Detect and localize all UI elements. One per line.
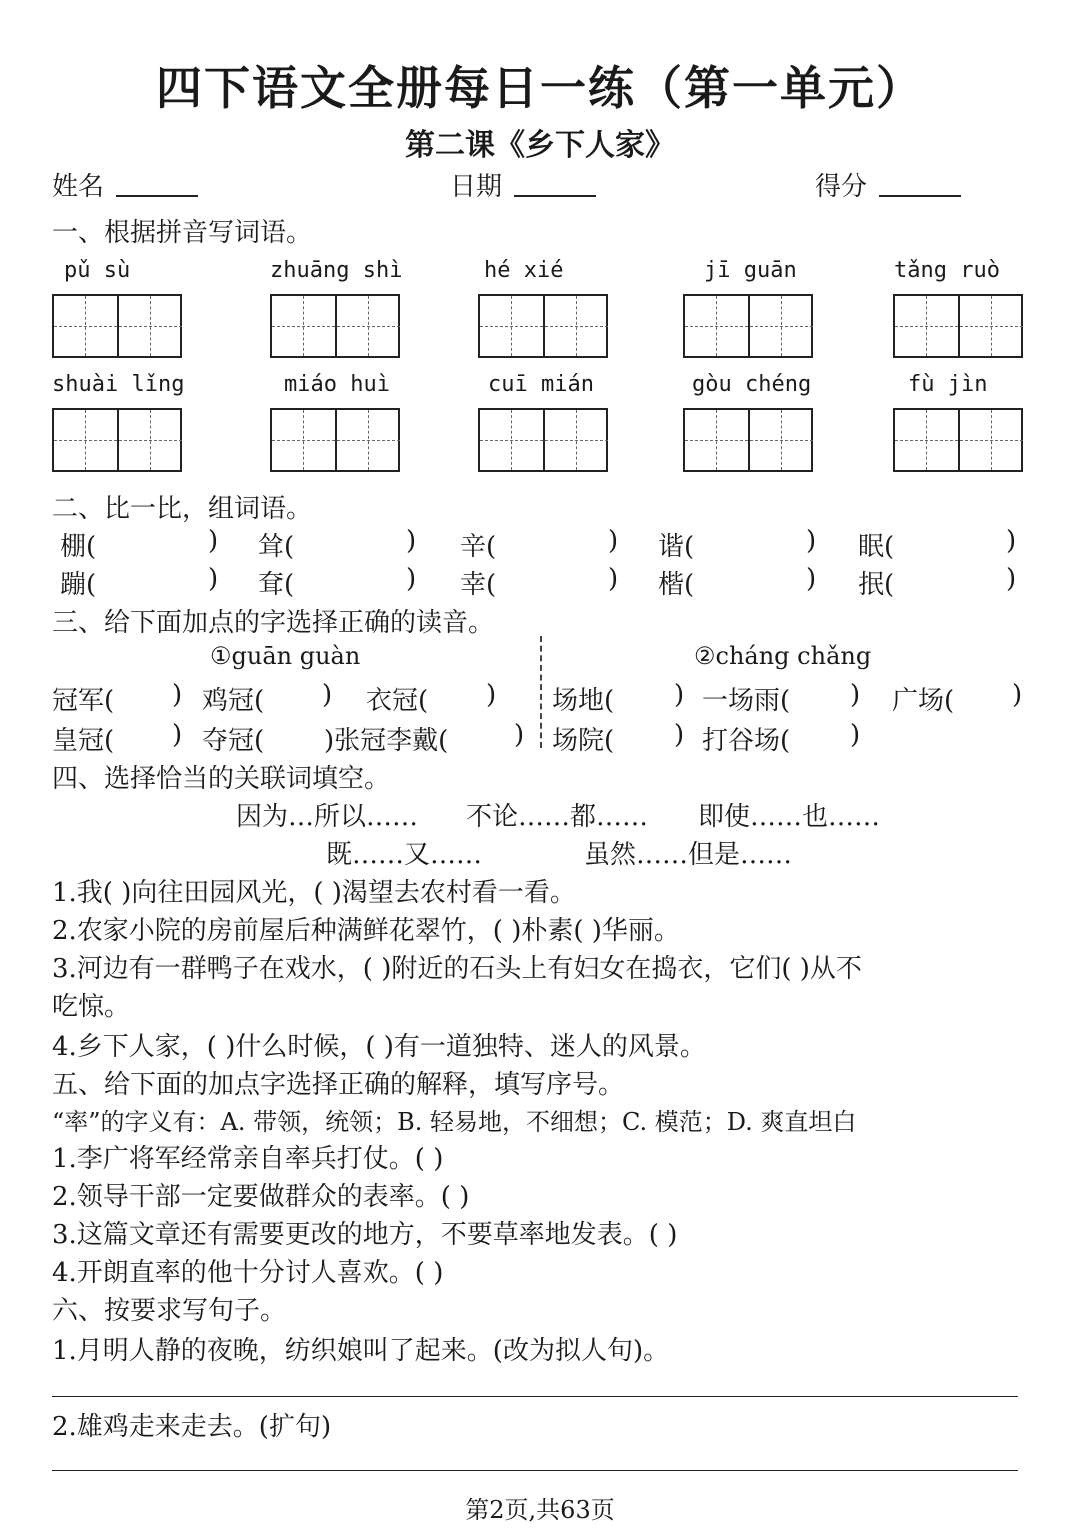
- pinyin-label: miáo huì: [284, 372, 390, 397]
- word-pair-input[interactable]: 抿(: [858, 570, 895, 600]
- question-item[interactable]: 2.领导干部一定要做群众的表率。( ): [52, 1182, 470, 1212]
- reading-item[interactable]: 夺冠(: [202, 726, 265, 756]
- section5-heading: 五、给下面的加点字选择正确的解释，填写序号。: [52, 1070, 625, 1100]
- question-item[interactable]: 1.我( )向往田园风光，( )渴望去农村看一看。: [52, 878, 576, 908]
- pinyin-label: pǔ sù: [64, 258, 131, 283]
- conjunction-option: 既……又……: [326, 840, 483, 870]
- question-item: 1.月明人静的夜晚，纺织娘叫了起来。(改为拟人句)。: [52, 1336, 670, 1366]
- question-item-continued: 吃惊。: [52, 992, 131, 1022]
- word-pair-input[interactable]: 楷(: [658, 570, 695, 600]
- answer-line[interactable]: [52, 1470, 1018, 1471]
- pinyin-label: fù jìn: [908, 372, 988, 397]
- name-field[interactable]: [52, 166, 198, 203]
- close-paren: ): [514, 720, 525, 750]
- date-label: 日期: [450, 172, 503, 202]
- writing-box[interactable]: [893, 294, 1023, 358]
- column-divider: [540, 636, 542, 748]
- reading-item[interactable]: 鸡冠(: [202, 686, 265, 716]
- page-title: 四下语文全册每日一练（第一单元）: [156, 61, 924, 115]
- question-item[interactable]: 1.李广将军经常亲自率兵打仗。( ): [52, 1144, 444, 1174]
- close-paren: ): [486, 680, 497, 710]
- pinyin-label: gòu chéng: [692, 372, 812, 397]
- close-paren: ): [608, 526, 619, 556]
- close-paren: ): [1006, 564, 1017, 594]
- conjunction-option: 即使……也……: [698, 802, 881, 832]
- score-blank[interactable]: [879, 175, 961, 197]
- close-paren: ): [850, 680, 861, 710]
- writing-box[interactable]: [52, 294, 182, 358]
- section2-heading: 二、比一比，组词语。: [52, 494, 313, 524]
- section1-heading: 一、根据拼音写词语。: [52, 218, 313, 248]
- close-paren: ): [172, 680, 183, 710]
- pinyin-label: tǎng ruò: [894, 258, 1000, 283]
- pinyin-label: jī guān: [704, 258, 797, 283]
- close-paren: ): [608, 564, 619, 594]
- question-item[interactable]: 4.开朗直率的他十分讨人喜欢。( ): [52, 1258, 444, 1288]
- writing-box[interactable]: [478, 408, 608, 472]
- writing-box[interactable]: [683, 408, 813, 472]
- writing-box[interactable]: [683, 294, 813, 358]
- answer-line[interactable]: [52, 1396, 1018, 1397]
- pinyin-label: shuài lǐng: [52, 372, 185, 397]
- question-item[interactable]: 3.河边有一群鸭子在戏水，( )附近的石头上有妇女在捣衣，它们( )从不: [52, 954, 862, 984]
- reading-item[interactable]: 冠军(: [52, 686, 115, 716]
- close-paren: ): [322, 680, 333, 710]
- reading-item[interactable]: )张冠李戴(: [324, 726, 449, 756]
- page-number: 第2页,共63页: [465, 1496, 615, 1524]
- reading-item[interactable]: 场院(: [552, 726, 615, 756]
- word-pair-input[interactable]: 棚(: [60, 532, 97, 562]
- conjunction-option: 不论……都……: [466, 802, 649, 832]
- question-item[interactable]: 4.乡下人家，( )什么时候，( )有一道独特、迷人的风景。: [52, 1032, 706, 1062]
- date-blank[interactable]: [514, 175, 596, 197]
- word-pair-input[interactable]: 眠(: [858, 532, 895, 562]
- question-item[interactable]: 3.这篇文章还有需要更改的地方，不要草率地发表。( ): [52, 1220, 678, 1250]
- close-paren: ): [208, 564, 219, 594]
- lesson-subtitle: 第二课《乡下人家》: [405, 128, 675, 163]
- writing-box[interactable]: [270, 408, 400, 472]
- close-paren: ): [674, 720, 685, 750]
- pinyin-label: zhuāng shì: [270, 258, 403, 283]
- close-paren: ): [806, 564, 817, 594]
- name-blank[interactable]: [116, 175, 198, 197]
- close-paren: ): [406, 526, 417, 556]
- word-pair-input[interactable]: 幸(: [460, 570, 497, 600]
- question-item[interactable]: 2.农家小院的房前屋后种满鲜花翠竹，( )朴素( )华丽。: [52, 916, 680, 946]
- close-paren: ): [1012, 680, 1023, 710]
- meanings-list: “率”的字义有：A. 带领，统领；B. 轻易地，不细想；C. 模范；D. 爽直坦白: [52, 1108, 857, 1136]
- writing-box[interactable]: [270, 294, 400, 358]
- reading-option-1: ①guān guàn: [210, 642, 361, 670]
- reading-item[interactable]: 场地(: [552, 686, 615, 716]
- writing-box[interactable]: [893, 408, 1023, 472]
- close-paren: ): [1006, 526, 1017, 556]
- word-pair-input[interactable]: 辛(: [460, 532, 497, 562]
- reading-item[interactable]: 打谷场(: [702, 726, 791, 756]
- close-paren: ): [172, 720, 183, 750]
- section6-heading: 六、按要求写句子。: [52, 1296, 287, 1326]
- word-pair-input[interactable]: 耷(: [258, 570, 295, 600]
- section3-heading: 三、给下面加点的字选择正确的读音。: [52, 608, 495, 638]
- conjunction-option: 因为…所以……: [236, 802, 419, 832]
- pinyin-label: cuī mián: [488, 372, 594, 397]
- score-label: 得分: [815, 172, 868, 202]
- writing-box[interactable]: [478, 294, 608, 358]
- close-paren: ): [406, 564, 417, 594]
- conjunction-option: 虽然……但是……: [584, 840, 793, 870]
- reading-item[interactable]: 广场(: [892, 686, 955, 716]
- close-paren: ): [850, 720, 861, 750]
- word-pair-input[interactable]: 耸(: [258, 532, 295, 562]
- writing-box[interactable]: [52, 408, 182, 472]
- reading-item[interactable]: 皇冠(: [52, 726, 115, 756]
- name-label: 姓名: [52, 172, 105, 202]
- question-item: 2.雄鸡走来走去。(扩句): [52, 1412, 332, 1442]
- close-paren: ): [208, 526, 219, 556]
- score-field[interactable]: [815, 166, 961, 203]
- word-pair-input[interactable]: 蹦(: [60, 570, 97, 600]
- word-pair-input[interactable]: 谐(: [658, 532, 695, 562]
- reading-item[interactable]: 衣冠(: [366, 686, 429, 716]
- close-paren: ): [674, 680, 685, 710]
- section4-heading: 四、选择恰当的关联词填空。: [52, 764, 391, 794]
- pinyin-label: hé xié: [484, 258, 564, 283]
- date-field[interactable]: [450, 166, 596, 203]
- reading-option-2: ②cháng chǎng: [694, 642, 872, 670]
- close-paren: ): [806, 526, 817, 556]
- reading-item[interactable]: 一场雨(: [702, 686, 791, 716]
